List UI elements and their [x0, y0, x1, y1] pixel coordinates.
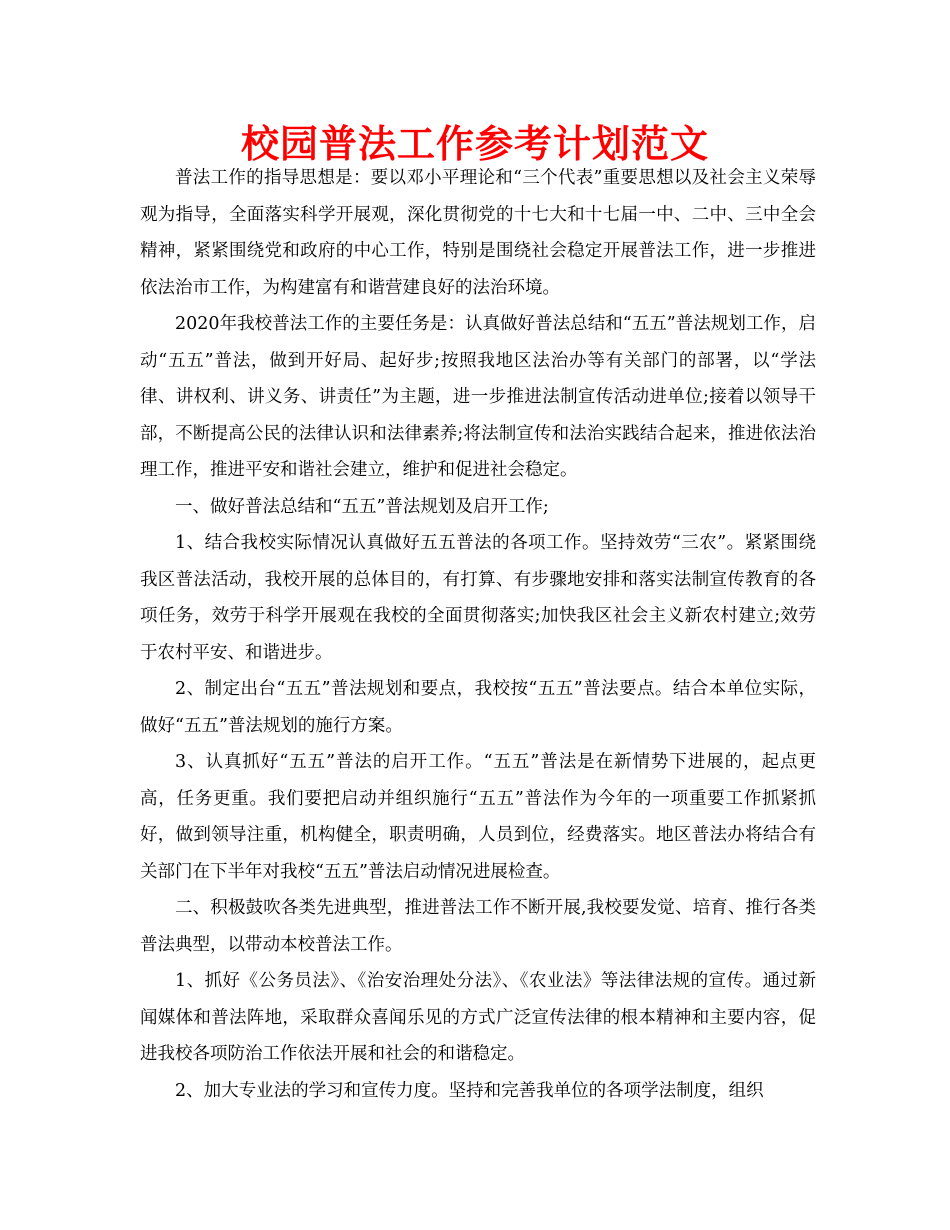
- paragraph-item-2-1: 1、抓好《公务员法》、《治安治理处分法》、《农业法》等法律法规的宣传。通过新闻媒体和普法阵地，采取群众喜闻乐见的方式广泛宣传法律的根本精神和主要内容，促进我校各项防治工作依法开展和社会的和谐稳定。: [140, 971, 816, 1064]
- section-heading-2: 二、积极鼓吹各类先进典型，推进普法工作不断开展,我校要发觉、培育、推行各类普法典型，以带动本校普法工作。: [140, 898, 816, 955]
- document-body: [140, 160, 816, 1109]
- section-heading-1: 一、做好普法总结和“五五”普法规划及启开工作;: [175, 496, 549, 517]
- paragraph-item-1-3: 3、认真抓好“五五”普法的启开工作。“五五”普法是在新情势下进展的，起点更高，任务更重。我们要把启动并组织施行“五五”普法作为今年的一项重要工作抓紧抓好，做到领导注重，机构健全，职责明确，人员到位，经费落实。地区普法办将结合有关部门在下半年对我校“五五”普法启动情况进展检查。: [140, 752, 816, 882]
- paragraph-item-1-1: 1、结合我校实际情况认真做好五五普法的各项工作。坚持效劳“三农”。紧紧围绕我区普法活动，我校开展的总体目的，有打算、有步骤地安排和落实法制宣传教育的各项任务，效劳于科学开展观在我校的全面贯彻落实;加快我区社会主义新农村建立;效劳于农村平安、和谐进步。: [140, 533, 816, 663]
- paragraph-main-tasks: 2020年我校普法工作的主要任务是：认真做好普法总结和“五五”普法规划工作，启动“五五”普法，做到开好局、起好步;按照我地区法治办等有关部门的部署，以“学法律、讲权利、讲义务、讲责任”为主题，进一步推进法制宣传活动进单位;接着以领导干部，不断提高公民的法律认识和法律素养;将法制宣传和法治实践结合起来，推进依法治理工作，推进平安和谐社会建立，维护和促进社会稳定。: [140, 314, 816, 480]
- paragraph-item-2-2: 2、加大专业法的学习和宣传力度。坚持和完善我单位的各项学法制度，组织: [175, 1080, 764, 1101]
- document-title: 校园普法工作参考计划范文: [240, 121, 709, 166]
- paragraph-item-1-2: 2、制定出台“五五”普法规划和要点，我校按“五五”普法要点。结合本单位实际，做好“五五”普法规划的施行方案。: [140, 679, 816, 736]
- paragraph-guiding-ideology: 普法工作的指导思想是：要以邓小平理论和“三个代表”重要思想以及社会主义荣辱观为指导，全面落实科学开展观，深化贯彻党的十七大和十七届一中、二中、三中全会精神，紧紧围绕党和政府的中心工作，特别是围绕社会稳定开展普法工作，进一步推进依法治市工作，为构建富有和谐营建良好的法治环境。: [140, 168, 816, 298]
